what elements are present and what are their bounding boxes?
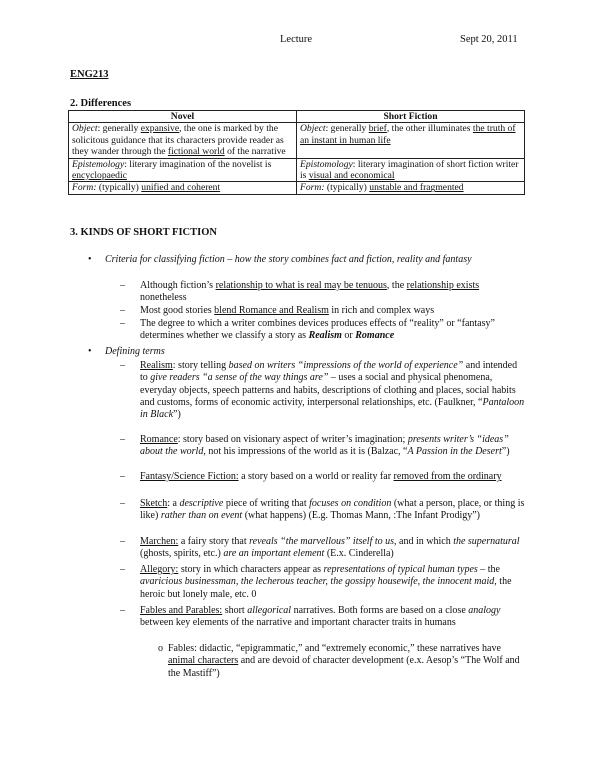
- dash-marker: –: [120, 280, 125, 291]
- criteria-item-1: Although fiction’s relationship to what is real may be tenuous, the relationship exists nonetheless: [140, 280, 480, 304]
- dash-marker: –: [120, 471, 125, 482]
- criteria-item-3: The degree to which a writer combines devices produces effects of “reality” or “fantasy” determines whether we classify a story as Realism or Romance: [140, 318, 495, 342]
- column-header-novel: Novel: [69, 111, 297, 123]
- dash-marker: –: [120, 536, 125, 547]
- dash-marker: –: [120, 318, 125, 329]
- table-row: [69, 123, 525, 158]
- table-header-row: [69, 111, 525, 123]
- table-cell: Object: generally expansive, the one is marked by the solicitous guidance that its characters provide reader as they wander through the fictional world of the narrative: [69, 123, 297, 158]
- term-fables: Fables and Parables: short allegorical narratives. Both forms are based on a close analogy between key elements of the narrative and important character traits in humans: [140, 605, 501, 629]
- criteria-label: Criteria for classifying fiction – how the story combines fact and fiction, reality and fantasy: [105, 254, 472, 265]
- table-cell: Epistemology: literary imagination of the novelist is encyclopaedic: [69, 158, 297, 182]
- table-cell: Form: (typically) unstable and fragmented: [297, 182, 525, 194]
- section-heading-differences: 2. Differences: [70, 98, 132, 109]
- bullet-marker: •: [88, 254, 92, 265]
- term-fantasy: Fantasy/Science Fiction: a story based on a world or reality far removed from the ordinary: [140, 471, 502, 482]
- term-sketch: Sketch: a descriptive piece of writing that focuses on condition (what a person, place, or thing is like) rather than on event (what happens) (E.g. Thomas Mann, :The Infant Prodigy”): [140, 498, 525, 522]
- dash-marker: –: [120, 564, 125, 575]
- header-date: Sept 20, 2011: [460, 34, 518, 45]
- table-cell: Epistomology: literary imagination of short fiction writer is visual and economical: [297, 158, 525, 182]
- dash-marker: –: [120, 360, 125, 371]
- defining-terms-label: Defining terms: [105, 346, 165, 357]
- criteria-item-2: Most good stories blend Romance and Realism in rich and complex ways: [140, 305, 435, 316]
- dash-marker: –: [120, 498, 125, 509]
- term-romance: Romance: story based on visionary aspect of writer’s imagination; presents writer’s “ideas” about the world, not his impressions of the world as it is (Balzac, “A Passion in the Desert”): [140, 434, 510, 458]
- dash-marker: –: [120, 305, 125, 316]
- differences-table: [68, 110, 525, 195]
- column-header-short-fiction: Short Fiction: [297, 111, 525, 123]
- table-row: [69, 182, 525, 194]
- term-marchen: Marchen: a fairy story that reveals “the marvellous” itself to us, and in which the supernatural (ghosts, spirits, etc.) are an important element (E.x. Cinderella): [140, 536, 520, 560]
- term-allegory: Allegory: story in which characters appear as representations of typical human types – the avaricious businessman, the lecherous teacher, the gossipy housewife, the innocent maid, the heroic but lonely male, etc. 0: [140, 564, 512, 600]
- table-cell: Form: (typically) unified and coherent: [69, 182, 297, 194]
- term-realism: Realism: story telling based on writers “impressions of the world of experience” and intended to give readers “a sense of the way things are” – uses a social and physical phenomena, everyday objects, speech patterns and habits, descriptions of clothing and places, social habits and customs, forms of economic activity, interpersonal relationships, etc. (Faulkner, “Pantaloon in Black”): [140, 360, 525, 421]
- dash-marker: –: [120, 434, 125, 445]
- section-heading-kinds: 3. KINDS OF SHORT FICTION: [70, 227, 217, 238]
- sub-item-fables: Fables: didactic, “epigrammatic,” and “extremely economic,” these narratives have animal characters and are devoid of character development (e.x. Aesop’s “The Wolf and the Mastiff”): [168, 643, 520, 679]
- course-code: ENG213: [70, 69, 109, 80]
- table-row: [69, 158, 525, 182]
- dash-marker: –: [120, 605, 125, 616]
- sub-bullet-marker: o: [158, 643, 163, 654]
- header-title: Lecture: [280, 34, 313, 45]
- table-cell: Object: generally brief, the other illuminates the truth of an instant in human life: [297, 123, 525, 158]
- bullet-marker: •: [88, 346, 92, 357]
